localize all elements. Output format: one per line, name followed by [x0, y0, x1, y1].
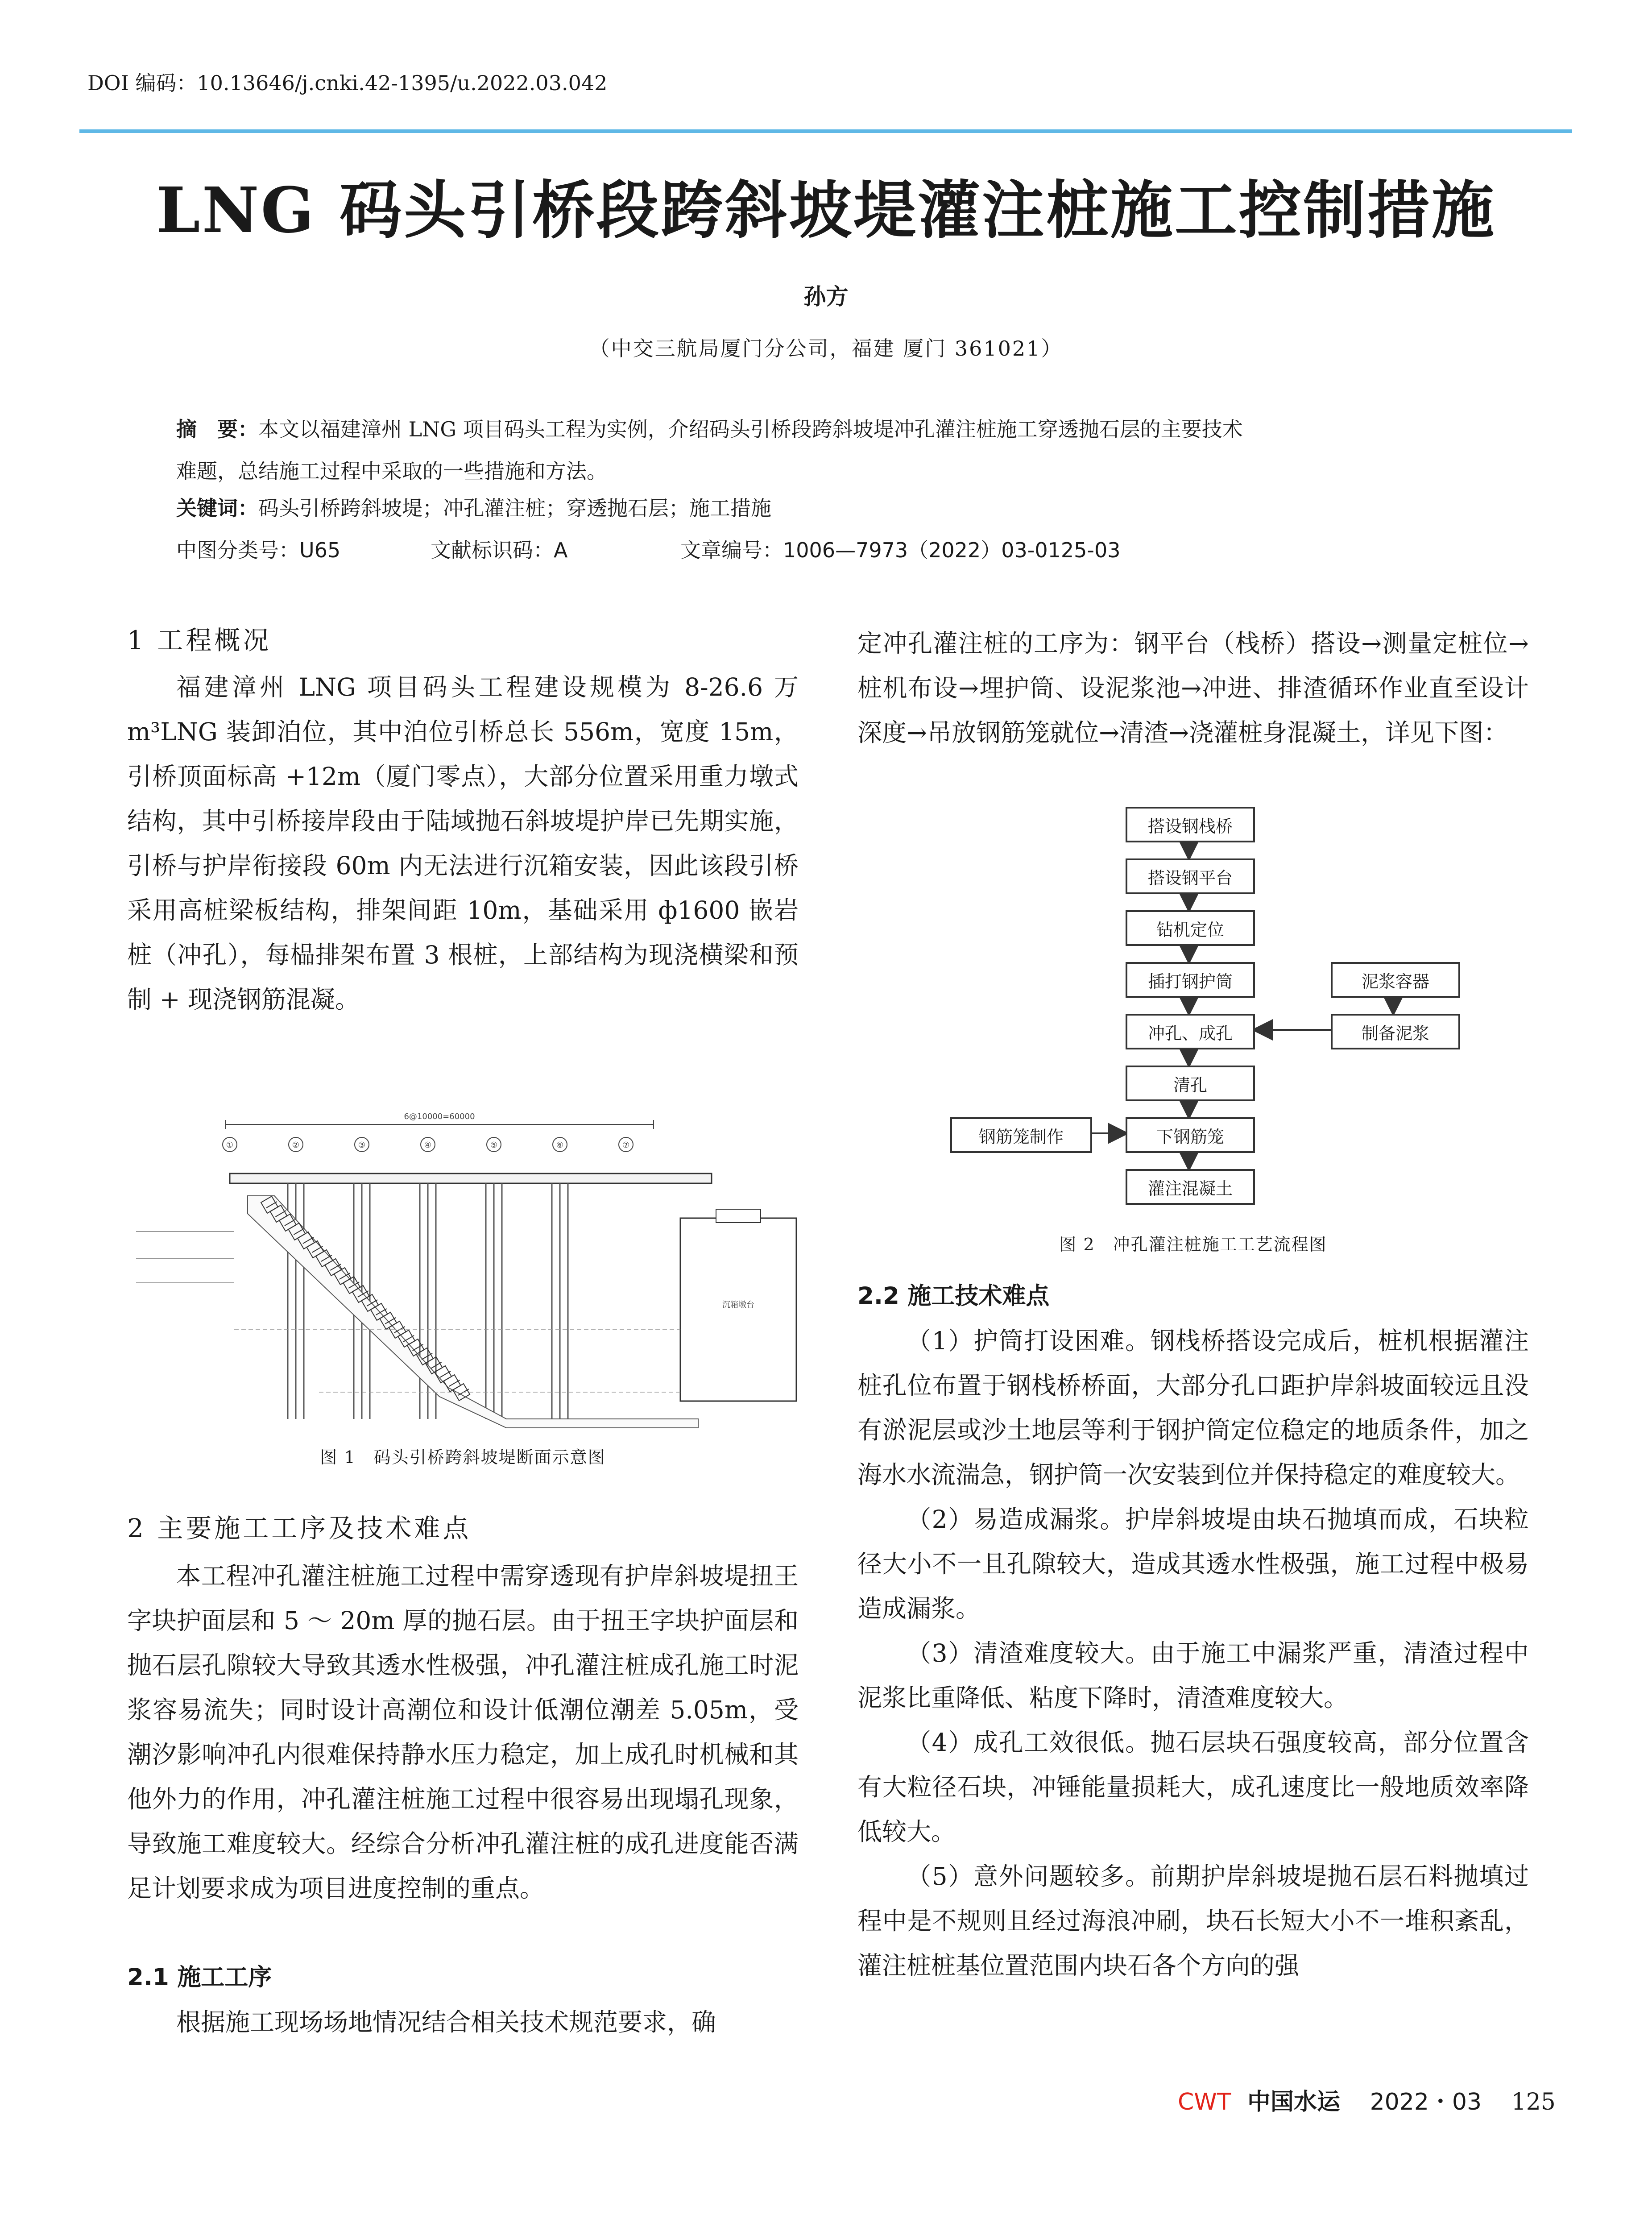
- section-2-1-heading: 2.1 施工工序: [127, 1964, 272, 1991]
- section-2-heading: 2 主要施工工序及技术难点: [127, 1513, 472, 1543]
- classification: [176, 534, 1121, 564]
- section-2-1-paragraph: 根据施工现场场地情况结合相关技术规范要求，确: [176, 2008, 716, 2036]
- journal-footer: [1178, 2083, 1556, 2116]
- issue: 2022・03: [1370, 2089, 1482, 2115]
- armor-blocks: [261, 1196, 470, 1401]
- affiliation: （中交三航局厦门分公司，福建 厦门 361021）: [589, 336, 1063, 361]
- bridge-cross-section-drawing: [127, 1107, 799, 1446]
- abstract: [176, 408, 1492, 492]
- difficulty-4: （4）成孔工效很低。抛石层块石强度较高，部分位置含有大粒径石块，冲锤能量损耗大，成孔速度比一般地质效率降低较大。: [857, 1728, 1529, 1846]
- axis-label: ⑤: [490, 1140, 498, 1150]
- abstract-label: 摘 要：: [176, 417, 258, 441]
- brand-en: CWT: [1178, 2089, 1231, 2115]
- difficulty-1: （1）护筒打设困难。钢栈桥搭设完成后，桩机根据灌注桩孔位布置于钢栈桥桥面，大部分孔口距护岸斜坡面较远且没有淤泥层或沙土地层等利于钢护筒定位稳定的地质条件，加之海水水流湍急，钢护筒一次安装到位并保持稳定的难度较大。: [857, 1327, 1529, 1489]
- page-number: 125: [1511, 2089, 1556, 2115]
- axis-label: ⑦: [622, 1140, 630, 1150]
- section-1-body: [127, 665, 799, 1022]
- figure-1: [127, 1107, 799, 1446]
- section-1-heading: 1 工程概况: [127, 625, 272, 655]
- abstract-text-1: 本文以福建漳州 LNG 项目码头工程为实例，介绍码头引桥段跨斜坡堤冲孔灌注桩施工穿透抛石层的主要技术: [258, 417, 1243, 441]
- figure-1-caption: 图 1 码头引桥跨斜坡堤断面示意图: [320, 1447, 606, 1467]
- axis-label: ⑥: [556, 1140, 564, 1150]
- axis-label: ②: [292, 1140, 300, 1150]
- flow-side-mud-prep: 制备泥浆: [1331, 1014, 1460, 1049]
- right-intro: [857, 621, 1529, 755]
- flow-step-7: 下钢筋笼: [1126, 1117, 1255, 1153]
- axis-label: ③: [358, 1140, 366, 1150]
- class-no: 中图分类号：U65: [176, 538, 341, 562]
- abstract-text-2: 难题，总结施工过程中采取的一些措施和方法。: [176, 459, 607, 483]
- section-2-1-body: [127, 2000, 799, 2044]
- flow-side-cage: 钢筋笼制作: [950, 1117, 1092, 1153]
- flow-step-3: 钻机定位: [1126, 910, 1255, 946]
- flow-step-6: 清孔: [1126, 1066, 1255, 1101]
- paper-title: LNG 码头引桥段跨斜坡堤灌注桩施工控制措施: [156, 174, 1496, 247]
- author: 孙方: [803, 284, 849, 310]
- figure-2-flowchart: [950, 803, 1454, 1214]
- difficulty-3: （3）清渣难度较大。由于施工中漏浆严重，清渣过程中泥浆比重降低、粘度下降时，清渣难度较大。: [857, 1639, 1529, 1712]
- axis-label: ④: [424, 1140, 432, 1150]
- section-2-2-body: [857, 1319, 1529, 1988]
- flow-step-1: 搭设钢栈桥: [1126, 807, 1255, 842]
- section-2-paragraph: 本工程冲孔灌注桩施工过程中需穿透现有护岸斜坡堤扭王字块护面层和 5 ～ 20m 厚的抛石层。由于扭王字块护面层和抛石层孔隙较大导致其透水性极强，冲孔灌注桩成孔施工时泥浆容易流失；同时设计高潮位和设计低潮位潮差 5.05m，受潮汐影响冲孔内很难保持静水压力稳定，加上成孔时机械和其他外力的作用，冲孔灌注桩施工过程中很容易出现塌孔现象，导致施工难度较大。经综合分析冲孔灌注桩的成孔进度能否满足计划要求成为项目进度控制的重点。: [127, 1562, 799, 1903]
- keywords-text: 码头引桥跨斜坡堤；冲孔灌注桩；穿透抛石层；施工措施: [258, 496, 771, 520]
- difficulty-5: （5）意外问题较多。前期护岸斜坡堤抛石层石料抛填过程中是不规则且经过海浪冲刷，块石长短大小不一堆积紊乱，灌注桩桩基位置范围内块石各个方向的强: [857, 1862, 1529, 1980]
- axis-labels: [223, 1137, 633, 1152]
- section-1-paragraph: 福建漳州 LNG 项目码头工程建设规模为 8-26.6 万 m³LNG 装卸泊位，其中泊位引桥总长 556m，宽度 15m，引桥顶面标高 +12m（厦门零点），大部分位置采用重力墩式结构，其中引桥接岸段由于陆域抛石斜坡堤护岸已先期实施，引桥与护岸衔接段 60m 内无法进行沉箱安装，因此该段引桥采用高桩梁板结构，排架间距 10m，基础采用 ф1600 嵌岩桩（冲孔），每榀排架布置 3 根桩，上部结构为现浇横梁和预制 + 现浇钢筋混凝。: [127, 673, 799, 1014]
- flow-step-8: 灌注混凝土: [1126, 1169, 1255, 1205]
- doc-code: 文献标识码：A: [431, 538, 568, 562]
- article-no: 文章编号：1006—7973（2022）03-0125-03: [680, 538, 1121, 562]
- flow-step-4: 插打钢护筒: [1126, 962, 1255, 998]
- flow-step-5: 冲孔、成孔: [1126, 1014, 1255, 1049]
- keywords-label: 关键词：: [176, 496, 258, 520]
- fig1-caisson-label: 沉箱墩台: [722, 1300, 754, 1310]
- flow-side-mud-container: 泥浆容器: [1331, 962, 1460, 998]
- section-2-body: [127, 1554, 799, 1911]
- section-2-2-heading: 2.2 施工技术难点: [857, 1282, 1050, 1310]
- process-intro-paragraph: 定冲孔灌注桩的工序为：钢平台（栈桥）搭设→测量定桩位→桩机布设→埋护筒、设泥浆池→冲进、排渣循环作业直至设计深度→吊放钢筋笼就位→清渣→浇灌桩身混凝土，详见下图：: [857, 629, 1529, 747]
- fig1-top-dimension: 6@10000=60000: [404, 1112, 475, 1121]
- brand-cn: 中国水运: [1247, 2088, 1341, 2115]
- figure-2-caption: 图 2 冲孔灌注桩施工工艺流程图: [1059, 1235, 1327, 1254]
- axis-label: ①: [226, 1140, 234, 1150]
- flow-step-2: 搭设钢平台: [1126, 858, 1255, 894]
- header-rule: [79, 129, 1572, 133]
- difficulty-2: （2）易造成漏浆。护岸斜坡堤由块石抛填而成，石块粒径大小不一且孔隙较大，造成其透水性极强，施工过程中极易造成漏浆。: [857, 1505, 1529, 1623]
- keywords: [176, 492, 771, 522]
- doi-line: DOI 编码：10.13646/j.cnki.42-1395/u.2022.03.042: [87, 71, 608, 95]
